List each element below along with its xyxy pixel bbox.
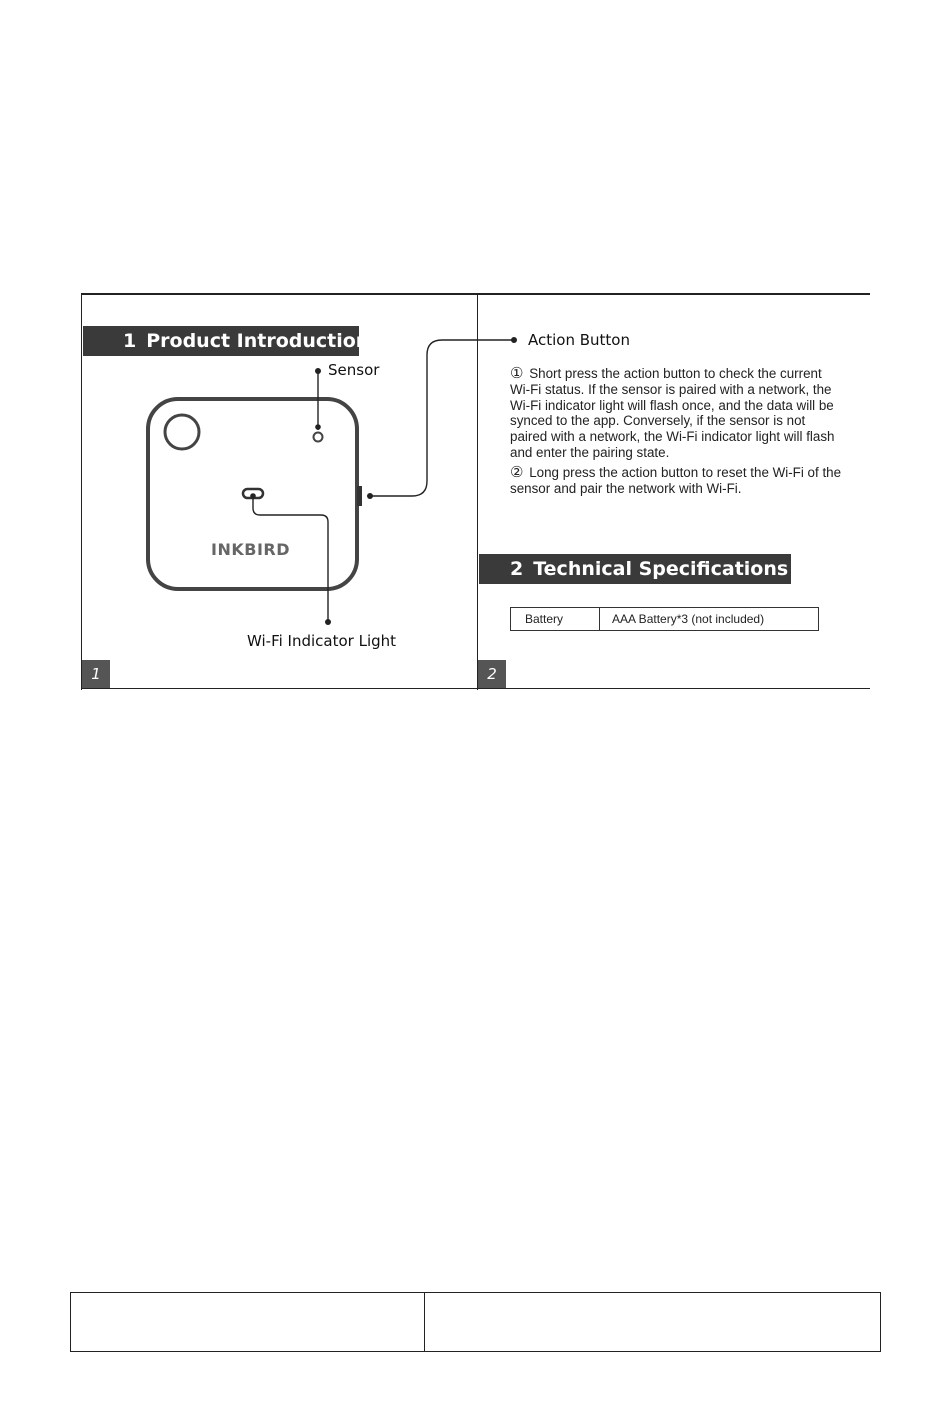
action-leader-end-dot bbox=[511, 337, 517, 343]
page-number-1: 1 bbox=[82, 660, 110, 688]
device-brand-logo: INKBIRD bbox=[211, 540, 290, 559]
sensor-leader-dot bbox=[315, 368, 321, 374]
action-button-shape bbox=[357, 486, 362, 506]
step-1-description bbox=[510, 366, 845, 461]
table-row bbox=[511, 608, 819, 631]
wifi-indicator-label: Wi-Fi Indicator Light bbox=[247, 632, 397, 650]
product-introduction-header bbox=[83, 326, 370, 356]
wifi-leader-dot bbox=[250, 493, 256, 499]
action-leader-dot bbox=[367, 493, 373, 499]
section-title: Product Introduction bbox=[146, 330, 370, 352]
sensor-port bbox=[314, 433, 323, 442]
technical-specifications-header bbox=[479, 554, 791, 584]
footer-cell-right bbox=[425, 1293, 881, 1352]
step-1-marker: ① bbox=[510, 365, 524, 382]
footer-cell-left bbox=[71, 1293, 425, 1352]
page-number-2: 2 bbox=[478, 660, 506, 688]
step-2-text: Long press the action button to reset the Wi-Fi of the sensor and pair the network with Wi-Fi. bbox=[510, 465, 842, 496]
section-title: Technical Specifications bbox=[533, 558, 789, 580]
step-1-text: Short press the action button to check the current Wi-Fi status. If the sensor is paired with a network, the Wi-Fi indicator light will flash once, and the data will be synced to the app. Conversely, if the sensor is not paired with a network, the Wi-Fi indicator light will flash and enter the pairing state. bbox=[510, 366, 835, 460]
sensor-label: Sensor bbox=[328, 361, 380, 379]
sensor-leader-dot-lower bbox=[315, 424, 321, 430]
table-row bbox=[71, 1293, 881, 1352]
spec-key: Battery bbox=[511, 608, 600, 631]
section-number: 2 bbox=[510, 558, 524, 580]
step-2-marker: ② bbox=[510, 464, 524, 481]
device-button-hole bbox=[165, 415, 199, 449]
action-leader-line bbox=[370, 340, 514, 496]
spec-table bbox=[510, 607, 819, 631]
section-number: 1 bbox=[123, 330, 137, 352]
footer-table bbox=[70, 1292, 881, 1352]
spec-value: AAA Battery*3 (not included) bbox=[600, 608, 819, 631]
wifi-leader-end-dot bbox=[325, 619, 331, 625]
step-2-description bbox=[510, 465, 845, 497]
action-button-label: Action Button bbox=[528, 331, 630, 349]
